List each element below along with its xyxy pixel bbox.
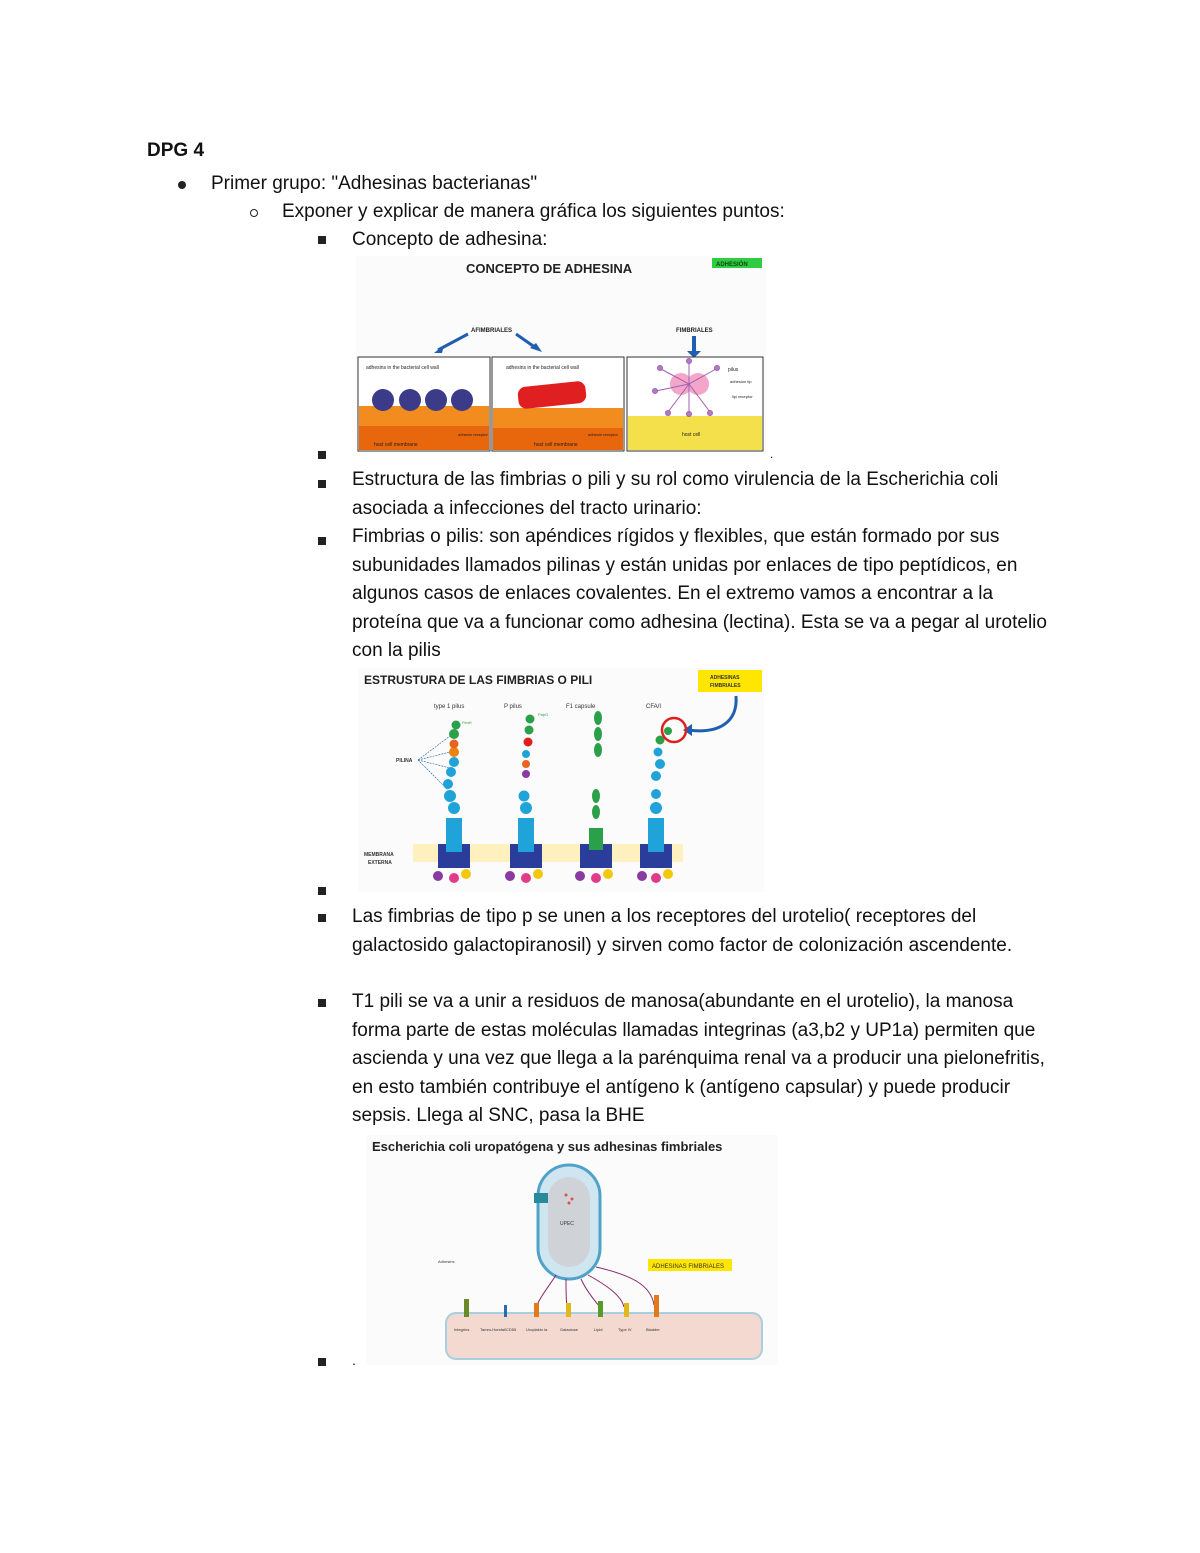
- figure2-title: ESTRUSTURA DE LAS FIMBRIAS O PILI: [364, 673, 593, 687]
- figure3-label-8: Bladder: [646, 1327, 660, 1332]
- figure2-tag-line1: ADHESINAS: [710, 675, 740, 681]
- item-t1-pili: T1 pili se va a unir a residuos de manosa(abundante en el urotelio), la manosa forma parte de estas moléculas llamadas integrinas (a3,b2 y UP1a) permiten que ascienda y una vez que llega a la parénquima renal va a producir una pielonefritis, en esto también contribuye el antígeno k (antígeno capsular) y puede producir sepsis. Llega al SNC, pasa la BHE: [352, 991, 1045, 1126]
- bullet-level3: [318, 1358, 326, 1366]
- instruction-text: Exponer y explicar de manera gráfica los siguientes puntos:: [282, 201, 785, 222]
- bullet-level3: [318, 480, 326, 488]
- item-concepto-adhesina: Concepto de adhesina:: [352, 229, 548, 250]
- item-fimbrias-tipo-p: Las fimbrias de tipo p se unen a los receptores del urotelio( receptores del galactosido galactopiranosil) y sirven como factor de colonización ascendente.: [352, 906, 1013, 956]
- figure2-membrana-line2: EXTERNA: [368, 860, 392, 866]
- bullet-level2: [250, 209, 258, 217]
- bullet-level3: [318, 914, 326, 922]
- figure3-title: Escherichia coli uropatógena y sus adhesinas fimbriales: [372, 1139, 723, 1154]
- item-estructura-fimbrias: Estructura de las fimbrias o pili y su rol como virulencia de la Escherichia coli asociada a infecciones del tracto urinario:: [352, 469, 999, 519]
- figure2-tip-label2: PapG: [538, 712, 549, 717]
- bullet-level1: [178, 181, 186, 189]
- figure-concepto-adhesina: [356, 256, 766, 452]
- panel-adhesins-cell-wall-2: [492, 357, 624, 451]
- figure1-trailing-dot: .: [770, 447, 774, 461]
- panel3-adhesion-tip: adhesion tip: [730, 379, 752, 384]
- figure3-label-4: Uroplakin Ia: [526, 1327, 548, 1332]
- figure1-left-label: AFIMBRIALES: [471, 328, 512, 334]
- figure1-title: CONCEPTO DE ADHESINA: [466, 261, 633, 276]
- figure3-tag: ADHESINAS FIMBRIALES: [652, 1264, 725, 1270]
- document-title: DPG 4: [147, 140, 205, 161]
- figure2-col2: P pilus: [504, 704, 522, 710]
- panel1-caption: adhesins in the bacterial cell wall: [366, 365, 439, 371]
- figure1-right-label: FIMBRIALES: [676, 328, 713, 334]
- figure2-col1: type 1 pilus: [434, 704, 465, 710]
- trailing-dot: .: [352, 1352, 356, 1368]
- figure1-tag: ADHESIÓN: [716, 262, 748, 268]
- panel2-receptor: adhesin receptor: [588, 432, 618, 437]
- panel3-host-cell: host cell: [682, 432, 701, 438]
- panel3-pilus: pilus: [728, 367, 739, 373]
- panel3-receptor: lipi receptor: [732, 394, 753, 399]
- panel1-receptor: adhesin receptor: [458, 432, 488, 437]
- figure3-upec: UPEC: [560, 1221, 574, 1227]
- figure3-label-7: Type IV: [618, 1327, 632, 1332]
- figure3-label-5: Galactose: [560, 1327, 579, 1332]
- figure2-col4: CFA/I: [646, 704, 662, 710]
- figure2-tip-label: FimH: [462, 720, 472, 725]
- panel2-membrane: host cell membrane: [534, 442, 578, 448]
- figure-estructura-fimbrias: [358, 668, 764, 892]
- item-fimbrias-definicion: Fimbrias o pilis: son apéndices rígidos y flexibles, que están formado por sus subunidades llamados pilinas y están unidas por enlaces de tipo peptídicos, en algunos casos de enlaces covalentes. En el extremo vamos a encontrar a la proteína que va a funcionar como adhesina (lectina). Esta se va a pegar al urotelio con la pilis: [352, 526, 1047, 661]
- panel2-caption: adhesins in the bacterial cell wall: [506, 365, 579, 371]
- bullet-level3: [318, 236, 326, 244]
- figure3-label-3: CD55: [506, 1327, 517, 1332]
- bullet-level3: [318, 999, 326, 1007]
- figure2-membrana-line1: MEMBRANA: [364, 852, 394, 858]
- figure3-label-6: Lipid: [594, 1327, 603, 1332]
- figure-ecoli-uropatogena: [366, 1135, 778, 1365]
- bullet-level3: [318, 451, 326, 459]
- bullet-level3: [318, 887, 326, 895]
- group-heading: Primer grupo: "Adhesinas bacterianas": [211, 173, 538, 194]
- figure3-label-1: Integrins: [454, 1327, 470, 1332]
- figure3-label-2: Tamm-Horsfall: [480, 1327, 506, 1332]
- figure2-pilina: PILINA: [396, 758, 413, 764]
- figure3-adhesins: Adhesins: [438, 1259, 455, 1264]
- figure2-col3: F1 capsule: [566, 704, 596, 710]
- panel-fimbrial-adhesion: [627, 357, 763, 451]
- panel1-membrane: host cell membrane: [374, 442, 418, 448]
- panel-adhesins-cell-wall-1: [358, 357, 490, 451]
- bullet-level3: [318, 537, 326, 545]
- figure2-tag-line2: FIMBRIALES: [710, 683, 741, 689]
